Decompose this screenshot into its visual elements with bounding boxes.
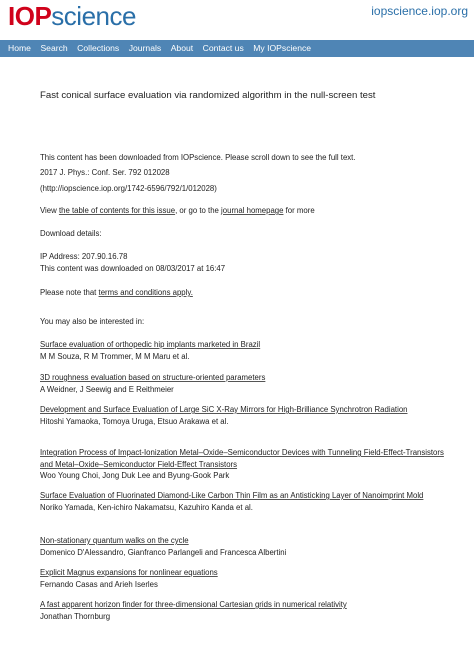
related-item — [40, 404, 450, 427]
related-item — [40, 490, 450, 513]
related-item — [40, 339, 450, 362]
nav-contact-us[interactable]: Contact us — [202, 43, 244, 53]
related-item-authors: Woo Young Choi, Jong Duk Lee and Byung-Gook Park — [40, 471, 230, 480]
view-prefix: View — [40, 206, 59, 215]
site-url-link[interactable]: iopscience.iop.org — [371, 4, 468, 18]
journal-homepage-link[interactable]: journal homepage — [221, 206, 284, 215]
related-item — [40, 567, 450, 590]
nav-my-iopscience[interactable]: My IOPscience — [253, 43, 312, 53]
nav-about[interactable]: About — [170, 43, 194, 53]
terms-link[interactable]: terms and conditions apply. — [98, 288, 193, 297]
related-item-title[interactable]: 3D roughness evaluation based on structure-oriented parameters — [40, 373, 266, 382]
related-item-title[interactable]: Surface Evaluation of Fluorinated Diamond-Like Carbon Thin Film as an Antisticking Layer of Nanoimprint Mold — [40, 491, 424, 500]
related-item-title[interactable]: Surface evaluation of orthopedic hip implants marketed in Brazil — [40, 340, 261, 349]
related-heading: You may also be interested in: — [40, 317, 145, 326]
related-item — [40, 447, 450, 482]
nav-journals[interactable]: Journals — [128, 43, 162, 53]
related-item-authors: Fernando Casas and Arieh Iserles — [40, 579, 158, 589]
related-item-title[interactable]: A fast apparent horizon finder for three-dimensional Cartesian grids in numerical relativity — [40, 600, 347, 609]
download-date: This content was downloaded on 08/03/2017 at 16:47 — [40, 264, 226, 273]
view-middle: , or go to the — [175, 206, 222, 215]
related-item-title[interactable]: Non-stationary quantum walks on the cycle — [40, 536, 189, 545]
related-item — [40, 535, 450, 558]
main-nav — [0, 40, 474, 57]
related-item-title[interactable]: Development and Surface Evaluation of Large SiC X-Ray Mirrors for High-Brilliance Synchrotron Radiation — [40, 405, 408, 414]
terms-prefix: Please note that — [40, 288, 99, 297]
related-item-authors: Domenico D'Alessandro, Gianfranco Parlangeli and Francesca Albertini — [40, 547, 287, 557]
related-item-authors: Jonathan Thornburg — [40, 611, 111, 621]
related-item-title[interactable]: Integration Process of Impact-Ionization Metal–Oxide–Semiconductor Devices with Tunneling Field-Effect-Transistors and Metal–Oxide–Semiconductor Field-Effect Transistors — [40, 448, 444, 469]
related-item-title[interactable]: Explicit Magnus expansions for nonlinear equations — [40, 568, 218, 577]
nav-collections[interactable]: Collections — [77, 43, 120, 53]
related-item — [40, 599, 450, 622]
toc-link[interactable]: the table of contents for this issue — [58, 206, 176, 215]
logo-science-text: science — [51, 1, 136, 31]
ip-address: IP Address: 207.90.16.78 — [40, 252, 128, 261]
view-suffix: for more — [283, 206, 315, 215]
download-details-heading: Download details: — [40, 229, 102, 238]
article-url: (http://iopscience.iop.org/1742-6596/792/1/012028) — [40, 184, 217, 193]
logo-iop-text: IOP — [8, 1, 52, 31]
related-item-authors: A Weidner, J Seewig and E Reithmeier — [40, 384, 174, 394]
related-item-authors: Hitoshi Yamaoka, Tomoya Uruga, Etsuo Arakawa et al. — [40, 416, 229, 426]
article-title: Fast conical surface evaluation via randomized algorithm in the null-screen test — [40, 90, 376, 101]
citation: 2017 J. Phys.: Conf. Ser. 792 012028 — [40, 168, 170, 177]
nav-search[interactable]: Search — [40, 43, 68, 53]
iopscience-logo[interactable] — [8, 2, 136, 30]
related-item — [40, 372, 450, 395]
terms-line — [40, 287, 193, 299]
download-notice: This content has been downloaded from IOPscience. Please scroll down to see the full text. — [40, 153, 356, 162]
related-item-authors: Noriko Yamada, Ken-ichiro Nakamatsu, Kazuhiro Kanda et al. — [40, 502, 253, 512]
site-header — [0, 0, 474, 40]
view-line — [40, 205, 315, 217]
nav-home[interactable]: Home — [8, 43, 31, 53]
related-item-authors: M M Souza, R M Trommer, M M Maru et al. — [40, 351, 190, 361]
